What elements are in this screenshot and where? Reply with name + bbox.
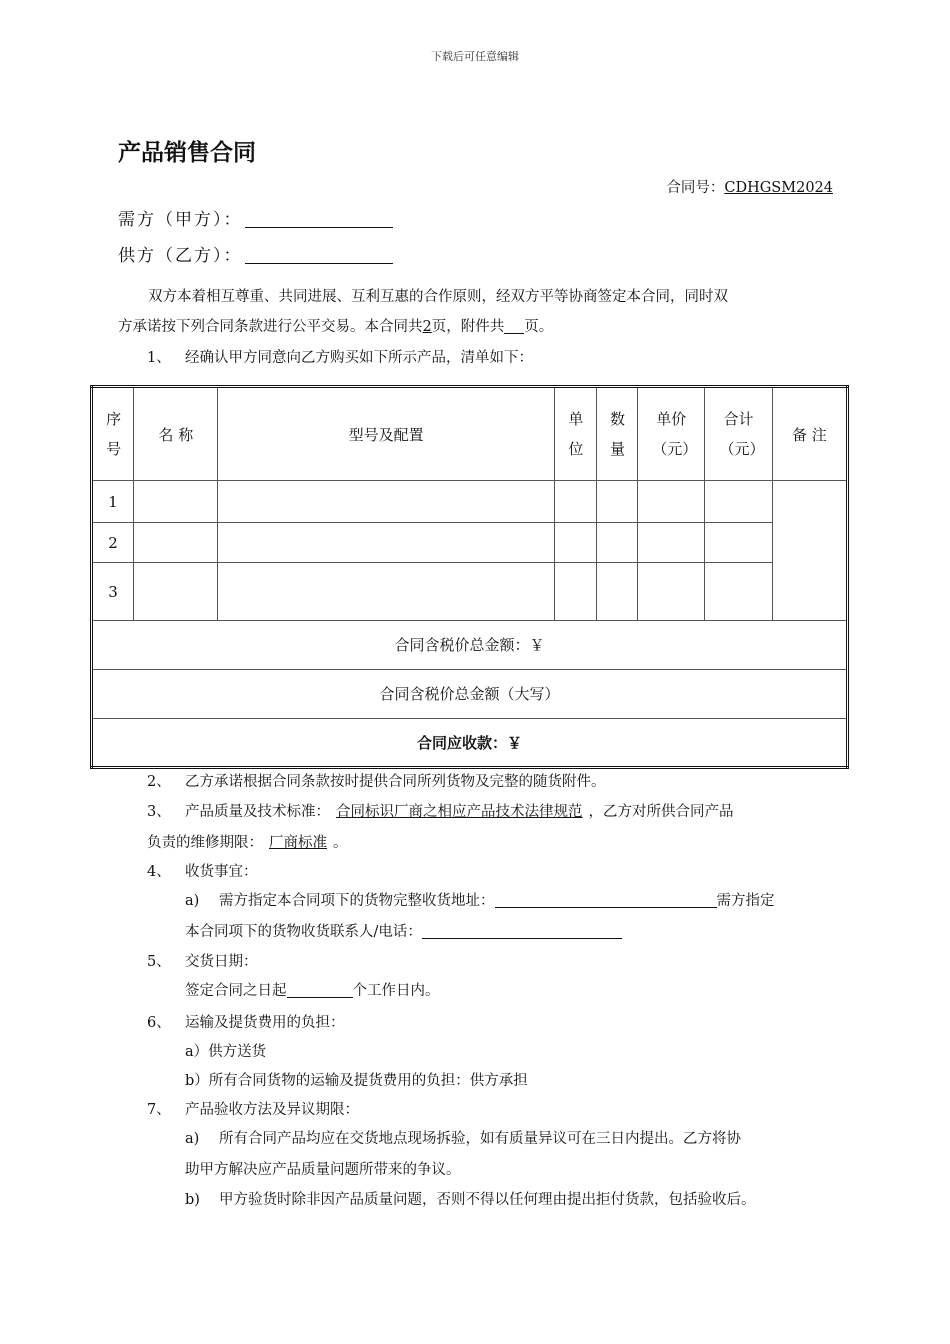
clause-1-text: 经确认甲方同意向乙方购买如下所示产品，清单如下： — [185, 350, 533, 366]
buyer-label: 需方（甲方）： — [118, 210, 243, 230]
clause-7b-text: 甲方验货时除非因产品质量问题，否则不得以任何理由提出拒付货款，包括验收后。 — [219, 1192, 756, 1208]
clause-1 — [147, 343, 863, 373]
clause-4a — [185, 886, 835, 916]
header-total: 合计（元） — [705, 387, 772, 481]
total-tax-caps-label: 合同含税价总金额（大写） — [92, 669, 848, 718]
document-title: 产品销售合同 — [118, 140, 256, 166]
clause-3-continued — [147, 828, 863, 858]
clause-7 — [147, 1095, 863, 1125]
clause-4a-text: 需方指定本合同项下的货物完整收货地址： — [219, 893, 495, 909]
receivable-row — [92, 718, 848, 767]
header-qty: 数量 — [596, 387, 637, 481]
header-unit: 单位 — [554, 387, 596, 481]
clause-3-end: 。 — [333, 835, 348, 851]
clause-4-text: 收货事宜： — [185, 864, 258, 880]
contact-label: 本合同项下的货物收货联系人/电话： — [185, 924, 422, 940]
intro-line-1: 双方本着相互尊重、共同进展、互利互惠的合作原则，经双方平等协商签定本合同，同时双 — [148, 289, 728, 305]
header-note: 下载后可任意编辑 — [431, 50, 519, 63]
delivery-address-blank[interactable] — [495, 891, 717, 908]
row-seq: 2 — [92, 523, 134, 563]
clause-5-text: 交货日期： — [185, 954, 258, 970]
cell-unit-price[interactable] — [638, 481, 705, 523]
clause-7a-mark: a) — [185, 1131, 200, 1147]
cell-total[interactable] — [705, 523, 772, 563]
contract-number — [666, 176, 853, 197]
delivery-start-text: 签定合同之日起 — [185, 983, 287, 999]
clause-3 — [147, 797, 847, 827]
cell-total[interactable] — [705, 481, 772, 523]
cell-qty[interactable] — [596, 563, 637, 620]
header-model: 型号及配置 — [218, 387, 554, 481]
cell-name[interactable] — [134, 523, 218, 563]
cell-note[interactable] — [772, 481, 847, 620]
clause-4-number: 4、 — [147, 864, 171, 880]
row-seq: 1 — [92, 481, 134, 523]
total-tax-caps-row — [92, 669, 848, 718]
cell-unit[interactable] — [554, 481, 596, 523]
warranty-label: 负责的维修期限： — [147, 835, 263, 851]
product-table — [90, 385, 849, 769]
table-row — [92, 481, 848, 523]
total-tax-label: 合同含税价总金额：￥ — [92, 620, 848, 669]
buyer-blank[interactable] — [245, 209, 393, 228]
header-name: 名 称 — [134, 387, 218, 481]
clause-6a — [185, 1037, 835, 1067]
clause-7-number: 7、 — [147, 1102, 171, 1118]
receivable-label: 合同应收款：￥ — [92, 718, 848, 767]
cell-unit[interactable] — [554, 563, 596, 620]
cell-qty[interactable] — [596, 523, 637, 563]
clause-7b-mark: b) — [185, 1192, 200, 1208]
intro-text: 方承诺按下列合同条款进行公平交易。本合同共 — [118, 319, 423, 335]
attachment-count-blank[interactable] — [504, 317, 524, 334]
buyer-line — [118, 205, 393, 230]
clause-5-detail — [185, 976, 835, 1006]
delivery-days-text: 个工作日内。 — [352, 983, 440, 999]
intro-page-count: 2 — [422, 319, 432, 335]
cell-unit[interactable] — [554, 523, 596, 563]
contract-number-value: CDHGSM2024 — [724, 180, 833, 196]
cell-name[interactable] — [134, 563, 218, 620]
clause-4 — [147, 857, 863, 887]
delivery-days-blank[interactable] — [287, 981, 353, 998]
intro-text-2: 页，附件共 — [431, 319, 505, 335]
seller-blank[interactable] — [245, 245, 393, 264]
cell-unit-price[interactable] — [638, 563, 705, 620]
seller-label: 供方（乙方）： — [118, 246, 243, 266]
warranty-value: 厂商标准 — [269, 835, 327, 851]
clause-5-number: 5、 — [147, 954, 171, 970]
clause-7a-continued-text: 助甲方解决应产品质量问题所带来的争议。 — [185, 1162, 461, 1178]
table-header-row — [92, 387, 848, 481]
table-row — [92, 563, 848, 620]
clause-6b-text: b）所有合同货物的运输及提货费用的负担：供方承担 — [185, 1073, 528, 1089]
quality-standard: 合同标识厂商之相应产品技术法律规范 — [336, 804, 583, 820]
total-tax-row — [92, 620, 848, 669]
clause-2-text: 乙方承诺根据合同条款按时提供合同所列货物及完整的随货附件。 — [185, 774, 606, 790]
contact-blank[interactable] — [422, 922, 622, 939]
clause-6b — [185, 1066, 835, 1096]
clause-6-number: 6、 — [147, 1015, 171, 1031]
clause-6a-text: a）供方送货 — [185, 1044, 267, 1060]
intro-text-3: 页。 — [524, 319, 554, 335]
clause-3-text: 产品质量及技术标准： — [185, 804, 330, 820]
clause-7a-text: 所有合同产品均应在交货地点现场拆验，如有质量异议可在三日内提出。乙方将协 — [219, 1131, 741, 1147]
clause-7-text: 产品验收方法及异议期限： — [185, 1102, 359, 1118]
header-seq: 序号 — [92, 387, 134, 481]
clause-6-text: 运输及提货费用的负担： — [185, 1015, 345, 1031]
header-note: 备 注 — [772, 387, 847, 481]
seller-line — [118, 241, 393, 266]
intro-paragraph-2 — [118, 312, 834, 342]
cell-name[interactable] — [134, 481, 218, 523]
clause-7a — [185, 1124, 845, 1154]
clause-2-number: 2、 — [147, 774, 171, 790]
header-unit-price: 单价（元） — [638, 387, 705, 481]
cell-model[interactable] — [218, 481, 554, 523]
clause-7a-continued — [185, 1155, 835, 1185]
clause-3-text-2: ，乙方对所供合同产品 — [588, 804, 734, 820]
clause-7b — [185, 1185, 845, 1215]
cell-qty[interactable] — [596, 481, 637, 523]
clause-4a-continued — [185, 917, 835, 947]
clause-1-number: 1、 — [147, 350, 171, 366]
clause-3-number: 3、 — [147, 804, 171, 820]
cell-total[interactable] — [705, 563, 772, 620]
clause-4a-mark: a) — [185, 893, 200, 909]
intro-paragraph — [118, 282, 834, 312]
row-seq: 3 — [92, 563, 134, 620]
clause-4a-tail: 需方指定 — [716, 893, 775, 909]
clause-6 — [147, 1008, 863, 1038]
contract-number-label: 合同号： — [666, 180, 725, 196]
cell-model[interactable] — [218, 523, 554, 563]
table-row — [92, 523, 848, 563]
cell-model[interactable] — [218, 563, 554, 620]
cell-unit-price[interactable] — [638, 523, 705, 563]
clause-2 — [147, 767, 863, 797]
clause-5 — [147, 947, 863, 977]
